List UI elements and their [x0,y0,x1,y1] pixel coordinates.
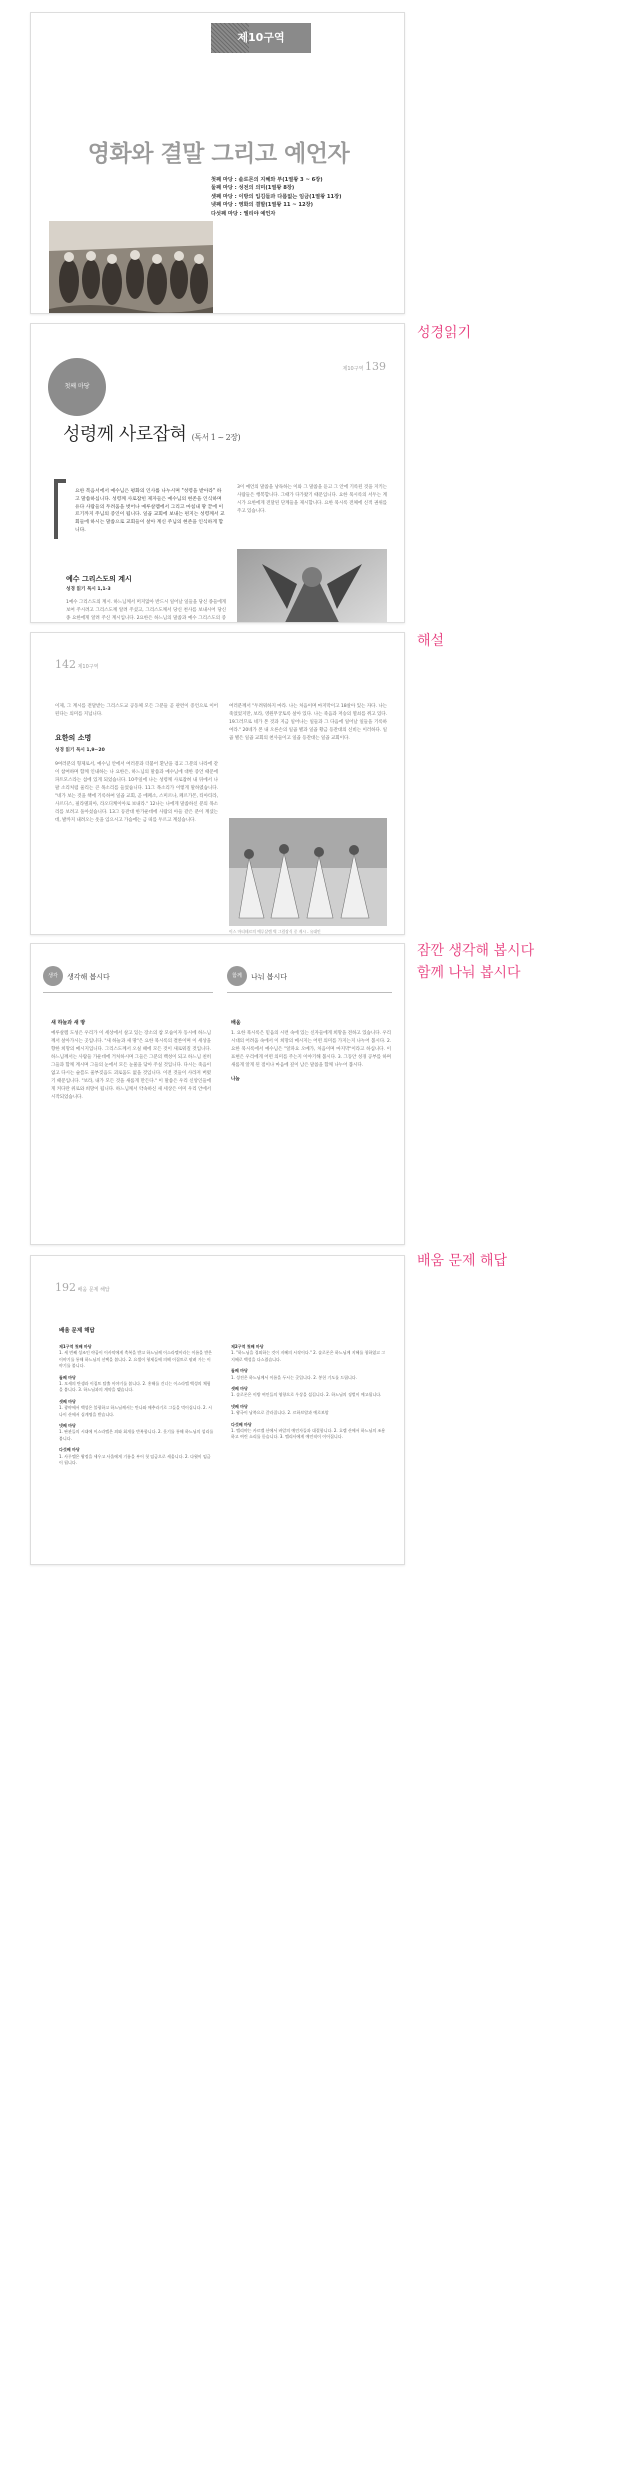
section-subheading: 성경 읽기 묵시 1,1-3 [66,587,111,592]
chapter-badge: 첫째 마당 [48,358,106,416]
answer-title: 제2구역 첫째 마당 [231,1344,264,1349]
reading-title [63,420,240,446]
section-subheading: 성경 읽기 묵시 1,9~20 [55,748,105,753]
answer-block [59,1375,214,1394]
page-label: 제10구역 [77,664,99,670]
reading-list [211,176,342,218]
photo-caption: 이스 마티테르의 예루살렘 벽 그림장식 중 게시 - 유대인 [229,929,321,934]
answer-block [231,1368,386,1381]
intro-quote: 요한 복음서에서 예수님은 평화의 인사를 나누시며 "성령을 받아라" 하고 말씀하십니다. 성령께 사로잡힌 제자들은 예수님의 현존을 인식하며 유다 사람들의 두려움을 벗어나 예루살렘에서 그리고 마침내 땅 끝에 이르기까지 주님의 증인이 됩니다. 일곱 교회에 보내는 편지는 성령께서 교회들에 하시는 말씀으로 교회들이 살아 계신 주님의 현존을 인식하게 합니다. [75,489,225,533]
answer-block [231,1404,386,1417]
intro-text: 이제, 그 계시를 전달받는 그리스도교 공동체 모든 그분들 곧 관련이 증언으로 이어 된다는 의미를 지닙니다. [55,704,218,717]
share-icon: 함께 [227,966,247,986]
answer-block [231,1344,386,1363]
page-reading [30,323,405,623]
section-band [211,23,311,53]
reading-item: 다섯째 마당 : 엘리야 예언자 [211,210,276,217]
answer-title: 다섯째 마당 [59,1447,80,1453]
answer-body: 1. 솔로몬은 이방 여인들의 영향으로 우상을 섬깁니다. 2. 하느님의 징벌이 예고됩니다. [231,1392,382,1398]
reading-item: 셋째 마당 : 이방의 입김들과 다름없는 임금(1열왕 11장) [211,193,342,200]
section-heading: 요한의 소명 [55,734,92,742]
side-label-share: 함께 나눠 봅시다 [417,965,521,981]
answer-title: 셋째 마당 [59,1398,76,1404]
page-number-value: 139 [365,360,386,373]
answers-heading: 배움 문제 해답 [59,1328,95,1334]
answer-body: 1. 엘리야는 카르멜 산에서 바알의 예언자들과 대결합니다. 2. 호렙 산에서 하느님의 조용하고 여린 소리를 듣습니다. 3. 엘리사에게 예언직이 이어집니다. [231,1428,386,1440]
mural-image [229,818,387,926]
page-label: 배움 문제 해답 [77,1287,110,1293]
side-label-answers: 배움 문제 해답 [417,1253,508,1269]
reflection-text: 예루살렘 도성은 우리가 이 세상에서 살고 있는 장소의 참 모습이자 동시에 하느님께서 살아가시는 곳입니다. "새 하늘과 새 땅"은 요한 묵시록의 결론이며 이 세상을 향한 희망의 메시지입니다. 그리스도께서 오실 때에 모든 것이 새로워질 것입니다. 하느님께서는 사람들 가운데에 거처하시며 그들은 그분의 백성이 되고 하느님 친히 그들과 함께 계시며 그들의 눈에서 모든 눈물을 닦아 주실 것입니다. 다시는 죽음이 없고 다시는 슬픔도 울부짖음도 괴로움도 없을 것입니다. 이전 것들이 사라져 버렸기 때문입니다. "보라, 내가 모든 것을 새롭게 만든다." 이 말씀은 우리 신앙인들에게 커다란 위로와 희망이 됩니다. 하느님께서 약속하신 새 세상은 이미 우리 안에서 시작되었습니다. [51,1031,211,1100]
medieval-painting-image [49,221,213,314]
page-reflection [30,943,405,1245]
reading-item: 넷째 마당 : 영화의 결말(1열왕 11 ~ 12장) [211,202,313,209]
page-number [343,360,386,373]
answer-title: 둘째 마당 [59,1374,76,1380]
left-section-heading: 새 하늘과 새 땅 [51,1020,86,1026]
answer-body: 1. "하느님을 경외하는 것이 지혜의 시작이다." 2. 솔로몬은 하느님께 지혜를 청하였고 그 지혜로 백성을 다스렸습니다. [231,1350,386,1362]
reading-item: 첫째 마당 : 솔로몬의 지혜와 부(1열왕 3 ~ 6장) [211,177,323,183]
answer-body: 1. 사무엘은 왕정을 세우고 사울에게 기름을 부어 첫 임금으로 세웁니다. 2. 다윗이 임금이 됩니다. [59,1453,211,1466]
share-title: 나눠 봅시다 [251,973,288,981]
page-number [55,1281,110,1294]
answer-title: 둘째 마당 [231,1368,248,1374]
answers-column-left [59,1344,214,1472]
scripture-text: 1예수 그리스도의 계시. 하느님께서 머지않아 반드시 일어날 일들을 당신 종들에게 보여 주시려고 그리스도께 알려 주셨고, 그리스도께서 당신 천사를 보내시어 당신 종 요한에게 알려 주신 계시입니다. 2요한은 하느님의 말씀과 예수 그리스도의 증 [66,600,226,621]
think-title: 생각해 봅시다 [67,973,110,981]
side-label-reading: 성경읽기 [417,325,472,341]
right-section-heading: 배움 [231,1020,241,1026]
side-label-think: 잠깐 생각해 봅시다 [417,943,535,959]
answer-block [231,1386,386,1399]
answers-column-right [231,1344,386,1446]
answer-title: 제1구역 첫째 마당 [59,1344,92,1349]
page-number-value: 142 [55,658,76,671]
answer-title: 셋째 마당 [231,1386,248,1392]
answer-block [231,1422,386,1441]
answer-body: 1. 모세의 탄생과 이집트 탈출 이야기를 봅니다. 2. 홍해를 건너는 이스라엘 백성의 체험을 봅니다. 3. 하느님과의 계약을 맺습니다. [59,1381,211,1393]
page-answers [30,1255,405,1565]
reading-item: 둘째 마당 : 성전의 의미(1열왕 8장) [211,185,295,192]
answer-block [59,1423,214,1442]
page-title: 영화와 결말 그리고 예언자 [87,141,350,167]
section-band-label: 제10구역 [237,31,285,44]
side-label-commentary: 해설 [417,633,445,649]
divider [43,992,213,993]
answer-body: 1. 판관들의 시대에 이스라엘은 죄와 회개를 반복합니다. 2. 룻기를 통해 하느님의 섭리를 봅니다. [59,1429,214,1441]
answer-body: 1. 성전은 하느님께서 이름을 두시는 곳입니다. 2. 봉헌 기도를 드립니다. [231,1374,357,1380]
reading-title-text: 성령께 사로잡혀 [63,424,187,445]
answer-title: 넷째 마당 [59,1423,76,1429]
page-number [55,658,98,671]
discussion-text: 1. 요한 묵시록은 믿음의 시련 속에 있는 신자들에게 희망을 전하고 있습니다. 우리 시대의 어려움 속에서 이 희망의 메시지는 어떤 의미를 가지는지 나누어 봅시다. 2. 요한 묵시록에서 예수님은 "알파요 오메가, 처음이며 마지막"이라고 하십니다. 이 표현은 우리에게 어떤 의미를 주는지 이야기해 봅시다. 3. 그동안 성경 공부를 하며 새롭게 알게 된 점이나 마음에 깊이 남은 말씀을 함께 나누어 봅시다. [231,1031,391,1068]
commentary-text: 여러분께서 "두려워하지 마라. 나는 처음이며 마지막이고 18살아 있는 자다. 나는 죽었었지만, 보라, 영원무궁토록 살아 있다. 나는 죽음과 저승의 열쇠를 쥐고 있다. 19그러므로 네가 본 것과 지금 일어나는 일들과 그 다음에 일어날 일들을 기록하여라." 20네가 본 내 오른손의 일곱 별과 일곱 황금 등잔대의 신비는 이러하다. 일곱 별은 일곱 교회의 천사들이고 일곱 등잔대는 일곱 교회이다. [229,704,387,741]
angel-statue-image [237,549,387,623]
answer-block [59,1399,214,1418]
commentary-text: 3이 예언의 말씀을 낭독하는 이와 그 말씀을 듣고 그 안에 기록된 것을 지키는 사람들은 행복합니다. 그때가 다가왔기 때문입니다. 요한 묵시록의 서두는 계시가 요한에게 전달된 단계들을 제시합니다. 요한 묵시록 전체에 신적 권위를 주고 있습니다. [237,485,387,514]
page-commentary [30,632,405,935]
page-section-intro [30,12,405,314]
answer-body: 1. 세 번째 성조인 야곱이 이사악에게 축복을 받고 하느님께 이스라엘이라는 이름을 받은 이야기를 통해 하느님의 선택을 봅니다. 2. 요셉이 형제들에 의해 이집트로 팔려 가는 이야기를 봅니다. [59,1350,213,1369]
scripture-text: 9여러분의 형제로서, 예수님 안에서 여러분과 더불어 환난을 겪고 그분의 나라에 같이 참여하며 함께 인내하는 나 요한은, 하느님의 말씀과 예수님에 대한 증언 때문에 파트모스라는 섬에 있게 되었습니다. 10주일에 나는 성령께 사로잡혀 내 뒤에서 나팔 소리처럼 울리는 큰 목소리를 들었습니다. 11그 목소리가 이렇게 말하였습니다. "네가 보는 것을 책에 기록하여 일곱 교회, 곧 에페소, 스미르나, 페르가몬, 티아티라, 사르디스, 필라델피아, 라오디케이아로 보내라." 12나는 나에게 말씀하신 분의 목소리를 보려고 돌아섰습니다. 13그 등잔대 한가운데에 사람의 아들 같은 분이 계셨는데, 발까지 내려오는 옷을 입으시고 가슴에는 금 띠를 두르고 계셨습니다. [55,762,218,823]
answer-block [59,1344,214,1370]
discussion-questions [231,1030,391,1088]
section-heading: 예수 그리스도의 계시 [66,575,132,583]
divider [227,992,392,993]
think-icon: 생각 [43,966,63,986]
sharing-label: 나눔 [231,1077,240,1082]
page-number-value: 192 [55,1281,76,1294]
answer-title: 다섯째 마당 [231,1421,252,1427]
page-label: 제10구역 [342,366,364,372]
answer-body: 1. 광야에서 백성은 불평하고 하느님께서는 만나와 메추라기로 그들을 먹이십니다. 2. 시나이 산에서 십계명을 받습니다. [59,1405,212,1417]
answer-title: 넷째 마당 [231,1403,248,1409]
answer-body: 1. 왕국이 남북으로 갈라집니다. 2. 르하브암과 예로보암 [231,1410,329,1416]
answer-block [59,1447,214,1466]
reading-title-ref: (독서 1 ~ 2장) [191,433,241,442]
